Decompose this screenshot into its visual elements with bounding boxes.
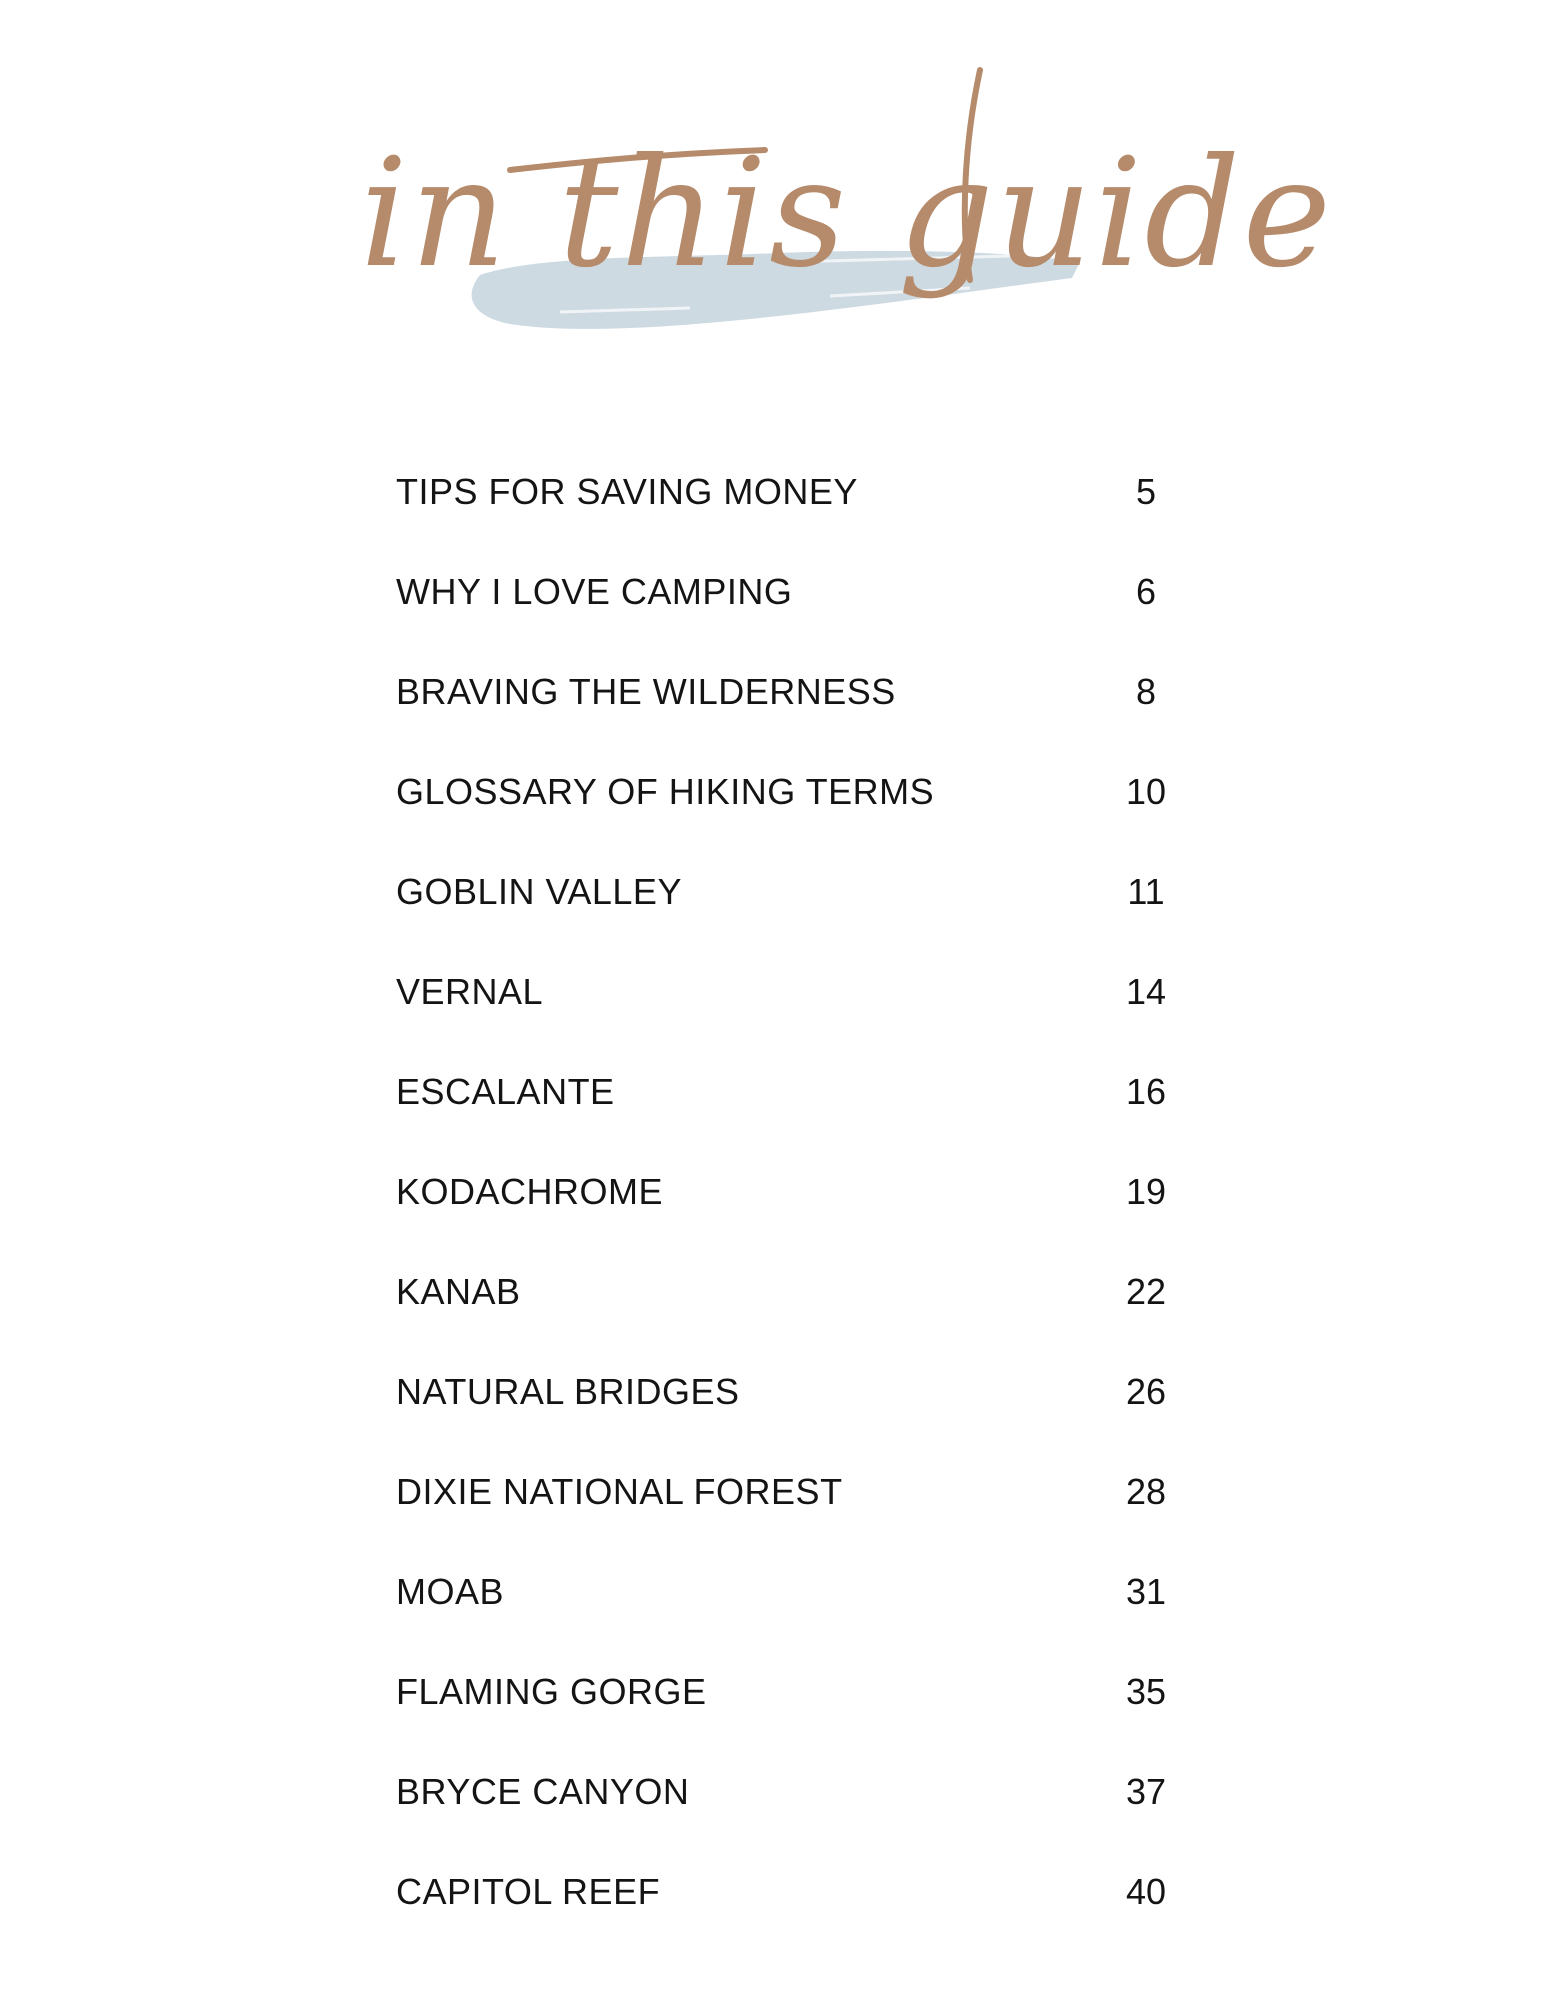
toc-entry-title: CAPITOL REEF [396, 1871, 661, 1912]
toc-entry-title: BRYCE CANYON [396, 1771, 690, 1812]
toc-entry-page-number: 19 [1125, 1171, 1167, 1212]
toc-entry [396, 445, 1196, 545]
toc-entry-page-number: 35 [1125, 1671, 1167, 1712]
toc-entry-title: KANAB [396, 1271, 521, 1312]
toc-entry-page-number: 11 [1127, 871, 1165, 912]
table-of-contents [396, 445, 1196, 1945]
toc-entry-title: DIXIE NATIONAL FOREST [396, 1471, 843, 1512]
toc-entry [396, 1645, 1196, 1745]
toc-entry-page-number: 28 [1125, 1471, 1167, 1512]
toc-entry [396, 645, 1196, 745]
toc-entry-page-number: 37 [1125, 1771, 1167, 1812]
toc-entry-title: NATURAL BRIDGES [396, 1371, 740, 1412]
toc-entry [396, 1745, 1196, 1845]
toc-entry-title: MOAB [396, 1571, 505, 1612]
toc-entry-page-number: 14 [1125, 971, 1167, 1012]
title-brush-graphic [360, 50, 1334, 390]
toc-entry-page-number: 5 [1135, 471, 1157, 512]
toc-entry [396, 745, 1196, 845]
toc-entry [396, 1445, 1196, 1545]
page-title [360, 50, 1334, 390]
toc-entry [396, 1845, 1196, 1945]
toc-entry-title: GOBLIN VALLEY [396, 871, 682, 912]
toc-entry-page-number: 40 [1125, 1871, 1167, 1912]
toc-entry [396, 845, 1196, 945]
toc-entry-page-number: 26 [1125, 1371, 1167, 1412]
toc-entry [396, 945, 1196, 1045]
toc-entry-title: GLOSSARY OF HIKING TERMS [396, 771, 935, 812]
toc-entry [396, 1545, 1196, 1645]
toc-entry-title: KODACHROME [396, 1171, 664, 1212]
toc-entry-page-number: 6 [1135, 571, 1157, 612]
toc-entry [396, 545, 1196, 645]
toc-entry-page-number: 31 [1125, 1571, 1167, 1612]
toc-entry-title: WHY I LOVE CAMPING [396, 571, 793, 612]
toc-entry-title: VERNAL [396, 971, 544, 1012]
toc-entry [396, 1345, 1196, 1445]
toc-entry [396, 1045, 1196, 1145]
toc-entry-page-number: 22 [1125, 1271, 1167, 1312]
toc-entry [396, 1245, 1196, 1345]
toc-entry-page-number: 16 [1125, 1071, 1167, 1112]
toc-entry-title: TIPS FOR SAVING MONEY [396, 471, 858, 512]
toc-entry-title: BRAVING THE WILDERNESS [396, 671, 896, 712]
toc-entry-title: ESCALANTE [396, 1071, 615, 1112]
toc-entry [396, 1145, 1196, 1245]
title-script-text: in this guide [360, 127, 1334, 301]
toc-entry-title: FLAMING GORGE [396, 1671, 707, 1712]
toc-entry-page-number: 10 [1125, 771, 1167, 812]
toc-entry-page-number: 8 [1135, 671, 1157, 712]
